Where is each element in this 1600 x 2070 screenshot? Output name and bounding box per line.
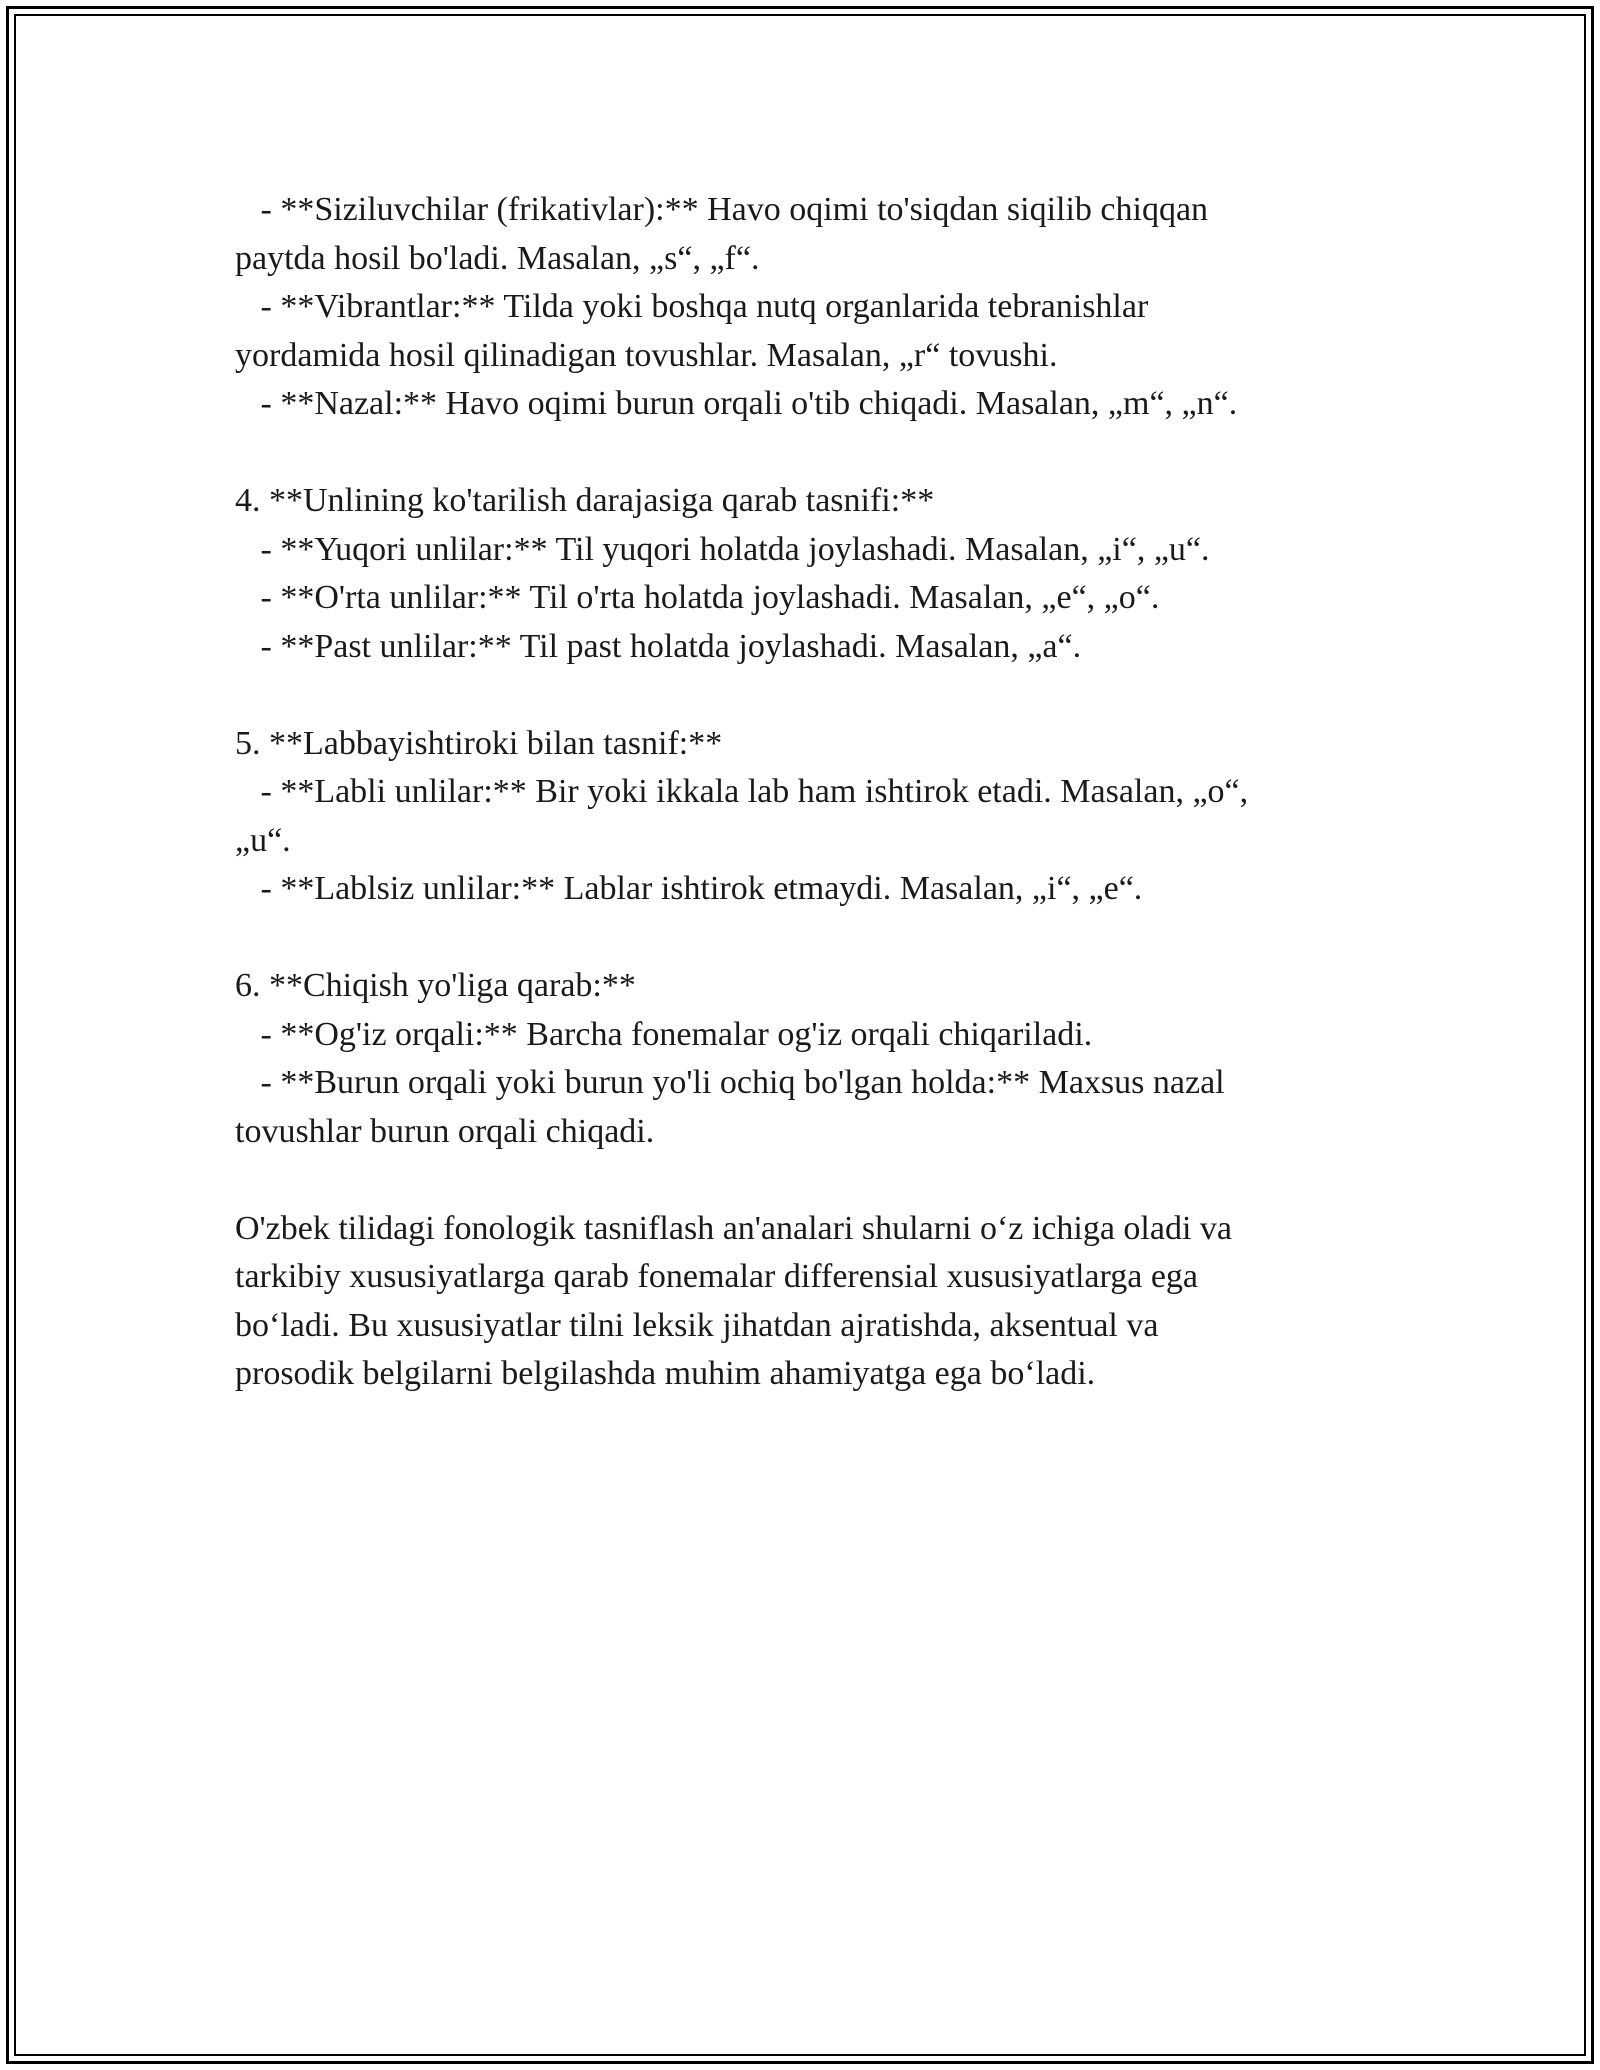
- text-line: - **Vibrantlar:** Tilda yoki boshqa nutq organlarida tebranishlar: [235, 288, 1149, 325]
- text-line: „u“.: [235, 821, 291, 859]
- text-line: paytda hosil bo'ladi. Masalan, „s“, „f“.: [235, 239, 760, 277]
- paragraph-line: bo‘ladi. Bu xususiyatlar tilni leksik jihatdan ajratishda, aksentual va: [235, 1306, 1159, 1344]
- document-body: [235, 186, 1355, 1399]
- text-line: - **Yuqori unlilar:** Til yuqori holatda joylashadi. Masalan, „i“, „u“.: [235, 530, 1210, 568]
- paragraph-line: O'zbek tilidagi fonologik tasniflash an'analari shularni o‘z ichiga oladi va: [235, 1209, 1233, 1247]
- text-line: - **Burun orqali yoki burun yo'li ochiq bo'lgan holda:** Maxsus nazal: [235, 1064, 1225, 1101]
- paragraph-line: prosodik belgilarni belgilashda muhim ahamiyatga ega bo‘ladi.: [235, 1355, 1096, 1392]
- section-heading: 5. **Labbayishtiroki bilan tasnif:**: [235, 724, 723, 762]
- blank-line: [235, 1156, 1355, 1205]
- text-line: - **O'rta unlilar:** Til o'rta holatda joylashadi. Masalan, „e“, „o“.: [235, 579, 1160, 616]
- section-heading: 6. **Chiqish yo'liga qarab:**: [235, 967, 636, 1004]
- paragraph-line: tarkibiy xususiyatlarga qarab fonemalar differensial xususiyatlarga ega: [235, 1258, 1199, 1295]
- text-line: - **Siziluvchilar (frikativlar):** Havo oqimi to'siqdan siqilib chiqqan: [235, 191, 1209, 228]
- text-line: tovushlar burun orqali chiqadi.: [235, 1112, 655, 1150]
- blank-line: [235, 914, 1355, 963]
- text-line: - **Lablsiz unlilar:** Lablar ishtirok etmaydi. Masalan, „i“, „e“.: [235, 870, 1143, 907]
- blank-line: [235, 671, 1355, 720]
- text-line: - **Labli unlilar:** Bir yoki ikkala lab ham ishtirok etadi. Masalan, „o“,: [235, 773, 1249, 810]
- blank-line: [235, 429, 1355, 478]
- text-line: yordamida hosil qilinadigan tovushlar. Masalan, „r“ tovushi.: [235, 336, 1058, 374]
- section-heading: 4. **Unlining ko'tarilish darajasiga qarab tasnifi:**: [235, 482, 935, 519]
- text-line: - **Nazal:** Havo oqimi burun orqali o'tib chiqadi. Masalan, „m“, „n“.: [235, 385, 1238, 422]
- text-line: - **Past unlilar:** Til past holatda joylashadi. Masalan, „a“.: [235, 627, 1082, 665]
- text-line: - **Og'iz orqali:** Barcha fonemalar og'iz orqali chiqariladi.: [235, 1015, 1093, 1053]
